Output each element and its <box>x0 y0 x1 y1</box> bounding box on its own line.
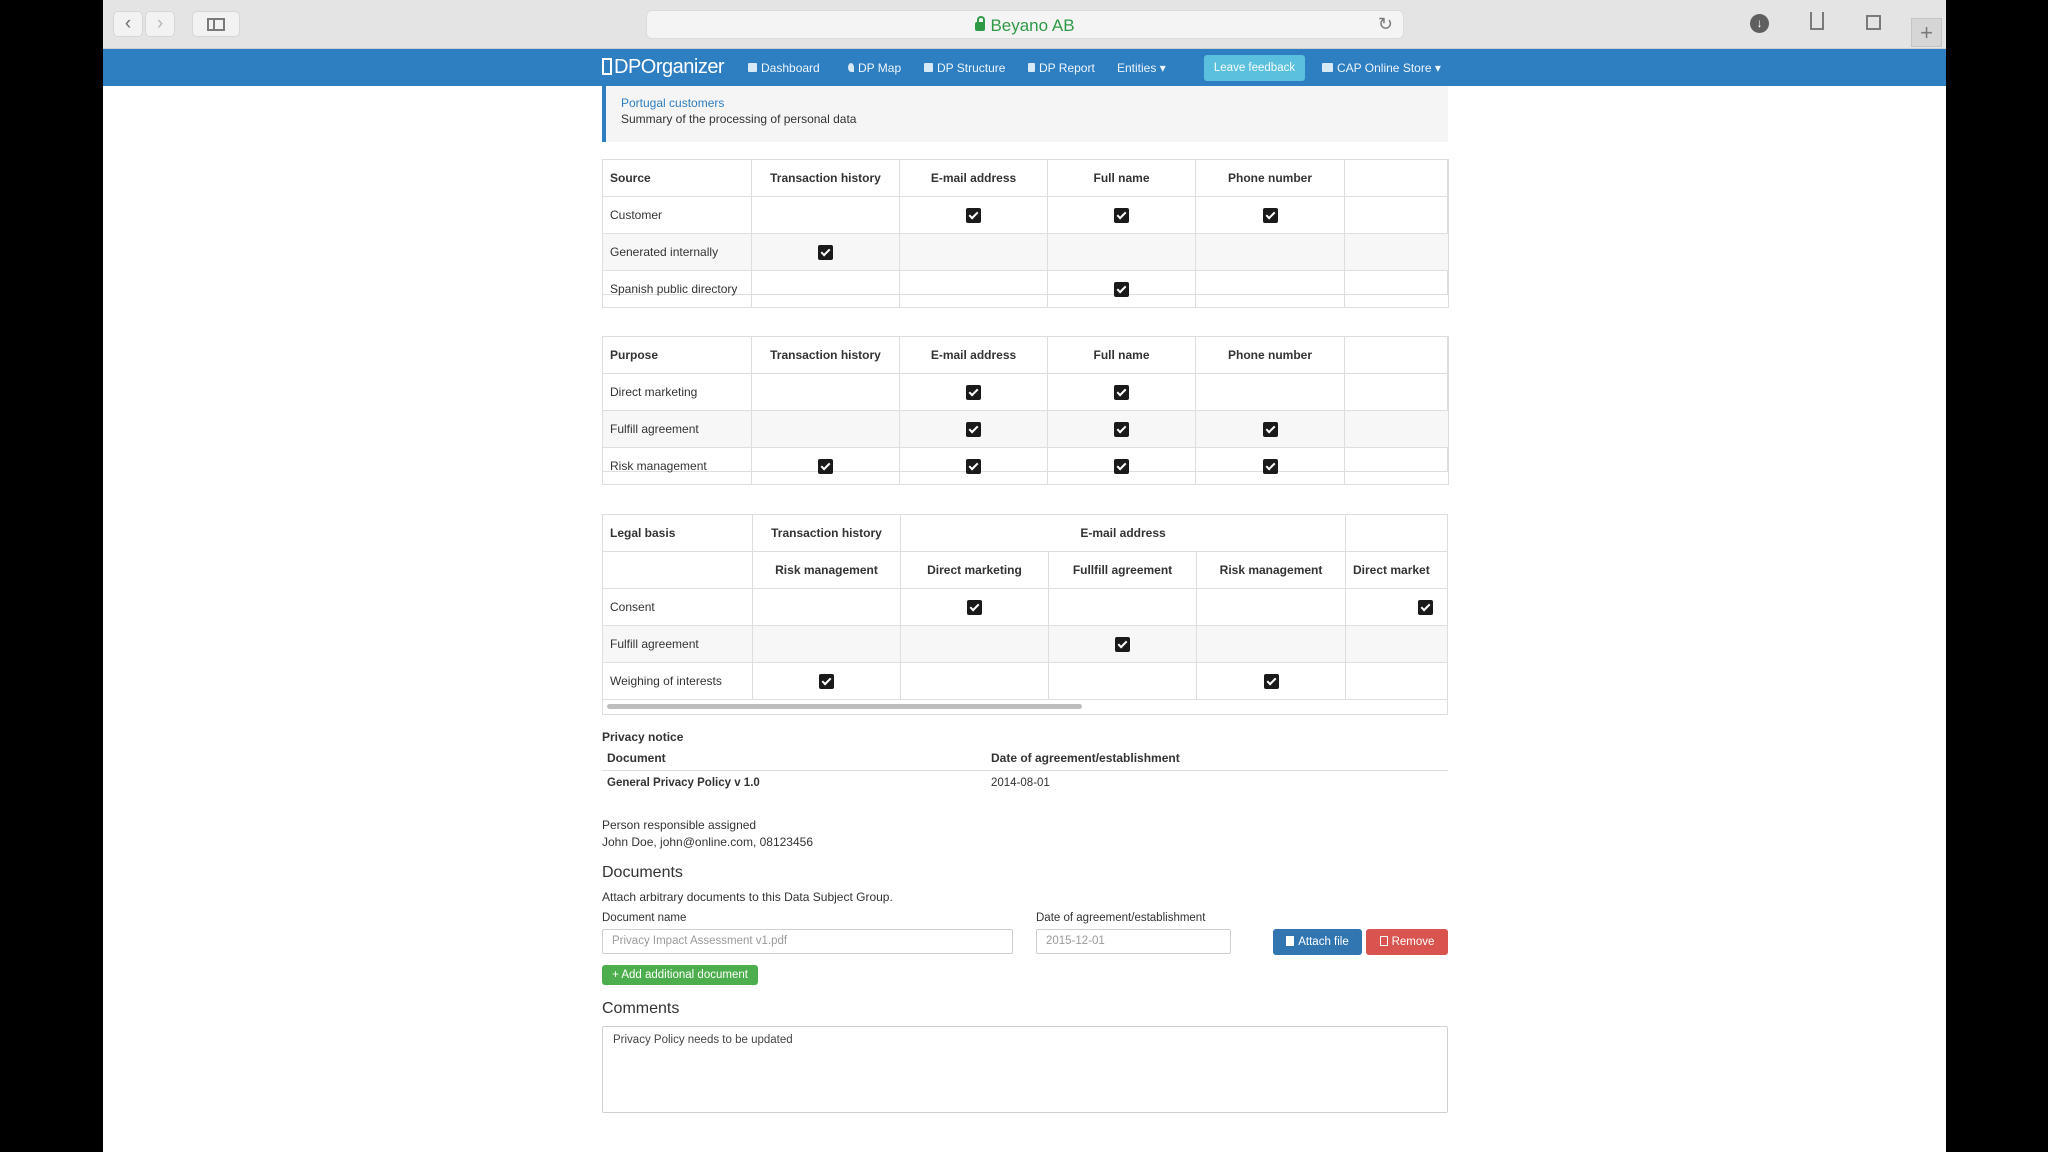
scrollbar-thumb[interactable] <box>607 704 1082 709</box>
new-tab-icon[interactable]: + <box>1911 18 1942 47</box>
document-name-label: Document name <box>602 912 687 924</box>
privacy-doc-date: 2014-08-01 <box>991 777 1050 789</box>
browser-window <box>103 0 1946 1152</box>
documents-description: Attach arbitrary documents to this Data Subject Group. <box>602 890 893 904</box>
table-subheader: Direct marketing <box>901 552 1049 589</box>
share-icon[interactable] <box>1810 12 1824 30</box>
table-header: E-mail address <box>901 515 1346 552</box>
document-name-input[interactable]: Privacy Impact Assessment v1.pdf <box>602 929 1013 954</box>
sitemap-icon <box>924 63 933 72</box>
checkbox-checked[interactable] <box>818 459 833 474</box>
table-header: Full name <box>1048 337 1196 374</box>
summary-title[interactable]: Portugal customers <box>621 96 725 110</box>
address-bar[interactable] <box>646 10 1404 39</box>
table-row <box>603 663 1449 700</box>
checkbox-checked[interactable] <box>966 385 981 400</box>
brand-logo[interactable]: DPOrganizer <box>602 56 724 79</box>
row-label: Weighing of interests <box>603 663 753 700</box>
table-header-row <box>603 160 1449 197</box>
table-subheader: Risk management <box>753 552 901 589</box>
home-icon <box>748 63 757 72</box>
table-header: Transaction history <box>752 160 900 197</box>
document-date-label: Date of agreement/establishment <box>1036 912 1206 924</box>
browser-toolbar <box>103 0 1946 49</box>
checkbox-checked[interactable] <box>967 600 982 615</box>
checkbox-checked[interactable] <box>1114 422 1129 437</box>
table-header-row <box>603 337 1449 374</box>
document-date-input[interactable]: 2015-12-01 <box>1036 929 1231 954</box>
table-subheader-row <box>603 552 1449 589</box>
row-label: Generated internally <box>603 234 752 271</box>
table-header: E-mail address <box>900 160 1048 197</box>
url-title: Beyano AB <box>990 16 1075 35</box>
table-header: Full name <box>1048 160 1196 197</box>
row-label: Fulfill agreement <box>603 626 753 663</box>
privacy-notice-label: Privacy notice <box>602 730 684 744</box>
table-row <box>603 448 1449 485</box>
summary-callout <box>602 86 1448 142</box>
checkbox-checked[interactable] <box>1263 459 1278 474</box>
checkbox-checked[interactable] <box>1114 282 1129 297</box>
nav-dashboard[interactable]: Dashboard <box>748 61 820 75</box>
checkbox-checked[interactable] <box>1263 208 1278 223</box>
comments-textarea[interactable]: Privacy Policy needs to be updated <box>602 1026 1448 1113</box>
table-subheader: Direct market <box>1346 552 1448 589</box>
table-row <box>603 271 1449 308</box>
summary-subtitle: Summary of the processing of personal data <box>621 112 857 126</box>
source-table <box>602 159 1449 308</box>
table-header-row <box>603 515 1449 552</box>
leave-feedback-button[interactable]: Leave feedback <box>1204 55 1305 81</box>
back-arrow-icon[interactable]: ‹ <box>113 11 143 37</box>
row-label: Fulfill agreement <box>603 411 752 448</box>
checkbox-checked[interactable] <box>819 674 834 689</box>
responsible-value: John Doe, john@online.com, 08123456 <box>602 835 813 849</box>
trash-icon <box>1380 936 1388 946</box>
nav-dp-structure[interactable]: DP Structure <box>924 61 1005 75</box>
table-header: Transaction history <box>752 337 900 374</box>
table-subheader: Risk management <box>1197 552 1346 589</box>
table-row <box>603 626 1449 663</box>
sidebar-toggle-icon[interactable] <box>192 11 240 37</box>
table-header <box>1345 160 1449 197</box>
comments-heading: Comments <box>602 1000 680 1017</box>
nav-dp-report[interactable]: DP Report <box>1028 61 1095 75</box>
privacy-doc-name: General Privacy Policy v 1.0 <box>607 777 760 789</box>
app-navbar <box>103 49 1946 86</box>
table-header: Purpose <box>603 337 752 374</box>
nav-entities[interactable]: Entities ▾ <box>1117 61 1166 75</box>
table-header: Phone number <box>1196 337 1345 374</box>
add-document-button[interactable]: + Add additional document <box>602 965 758 985</box>
checkbox-checked[interactable] <box>1418 600 1433 615</box>
table-header: Legal basis <box>603 515 753 552</box>
table-header: E-mail address <box>900 337 1048 374</box>
responsible-label: Person responsible assigned <box>602 818 757 832</box>
reload-icon[interactable]: ↻ <box>1377 14 1393 34</box>
table-header: Transaction history <box>753 515 901 552</box>
tabs-icon[interactable] <box>1866 15 1881 30</box>
forward-arrow-icon[interactable]: › <box>145 11 175 37</box>
table-row <box>603 374 1449 411</box>
table-subheader: Fullfill agreement <box>1049 552 1197 589</box>
table-row <box>603 589 1449 626</box>
checkbox-checked[interactable] <box>1114 385 1129 400</box>
table-header: Source <box>603 160 752 197</box>
purpose-table <box>602 336 1449 485</box>
row-label: Customer <box>603 197 752 234</box>
attach-file-button[interactable]: Attach file <box>1273 929 1362 955</box>
download-icon[interactable]: ↓ <box>1750 14 1769 33</box>
legal-basis-table <box>602 514 1448 700</box>
row-label: Consent <box>603 589 753 626</box>
privacy-col-document: Document <box>607 751 666 765</box>
nav-cap-online-store[interactable]: CAP Online Store ▾ <box>1322 61 1441 75</box>
row-label: Direct marketing <box>603 374 752 411</box>
table-row <box>603 234 1449 271</box>
checkbox-checked[interactable] <box>966 459 981 474</box>
legal-basis-table-frame <box>602 514 1448 715</box>
nav-dp-map[interactable]: DP Map <box>848 61 901 75</box>
checkbox-checked[interactable] <box>818 245 833 260</box>
table-row <box>603 197 1449 234</box>
divider <box>602 770 1448 771</box>
checkbox-checked[interactable] <box>1114 208 1129 223</box>
checkbox-checked[interactable] <box>1263 422 1278 437</box>
checkbox-checked[interactable] <box>966 422 981 437</box>
checkbox-checked[interactable] <box>1115 637 1130 652</box>
checkbox-checked[interactable] <box>1114 459 1129 474</box>
table-row <box>603 411 1449 448</box>
documents-heading: Documents <box>602 864 683 881</box>
row-label: Spanish public directory <box>603 271 752 308</box>
file-icon <box>1286 936 1294 946</box>
checkbox-checked[interactable] <box>966 208 981 223</box>
lock-icon <box>975 22 985 31</box>
map-pin-icon <box>848 63 854 72</box>
file-icon <box>1028 63 1035 72</box>
table-header: Phone number <box>1196 160 1345 197</box>
horizontal-scrollbar[interactable] <box>607 704 1443 710</box>
remove-button[interactable]: Remove <box>1366 929 1448 955</box>
privacy-col-date: Date of agreement/establishment <box>991 751 1180 765</box>
checkbox-checked[interactable] <box>1264 674 1279 689</box>
credit-card-icon <box>1322 63 1333 72</box>
row-label: Risk management <box>603 448 752 485</box>
